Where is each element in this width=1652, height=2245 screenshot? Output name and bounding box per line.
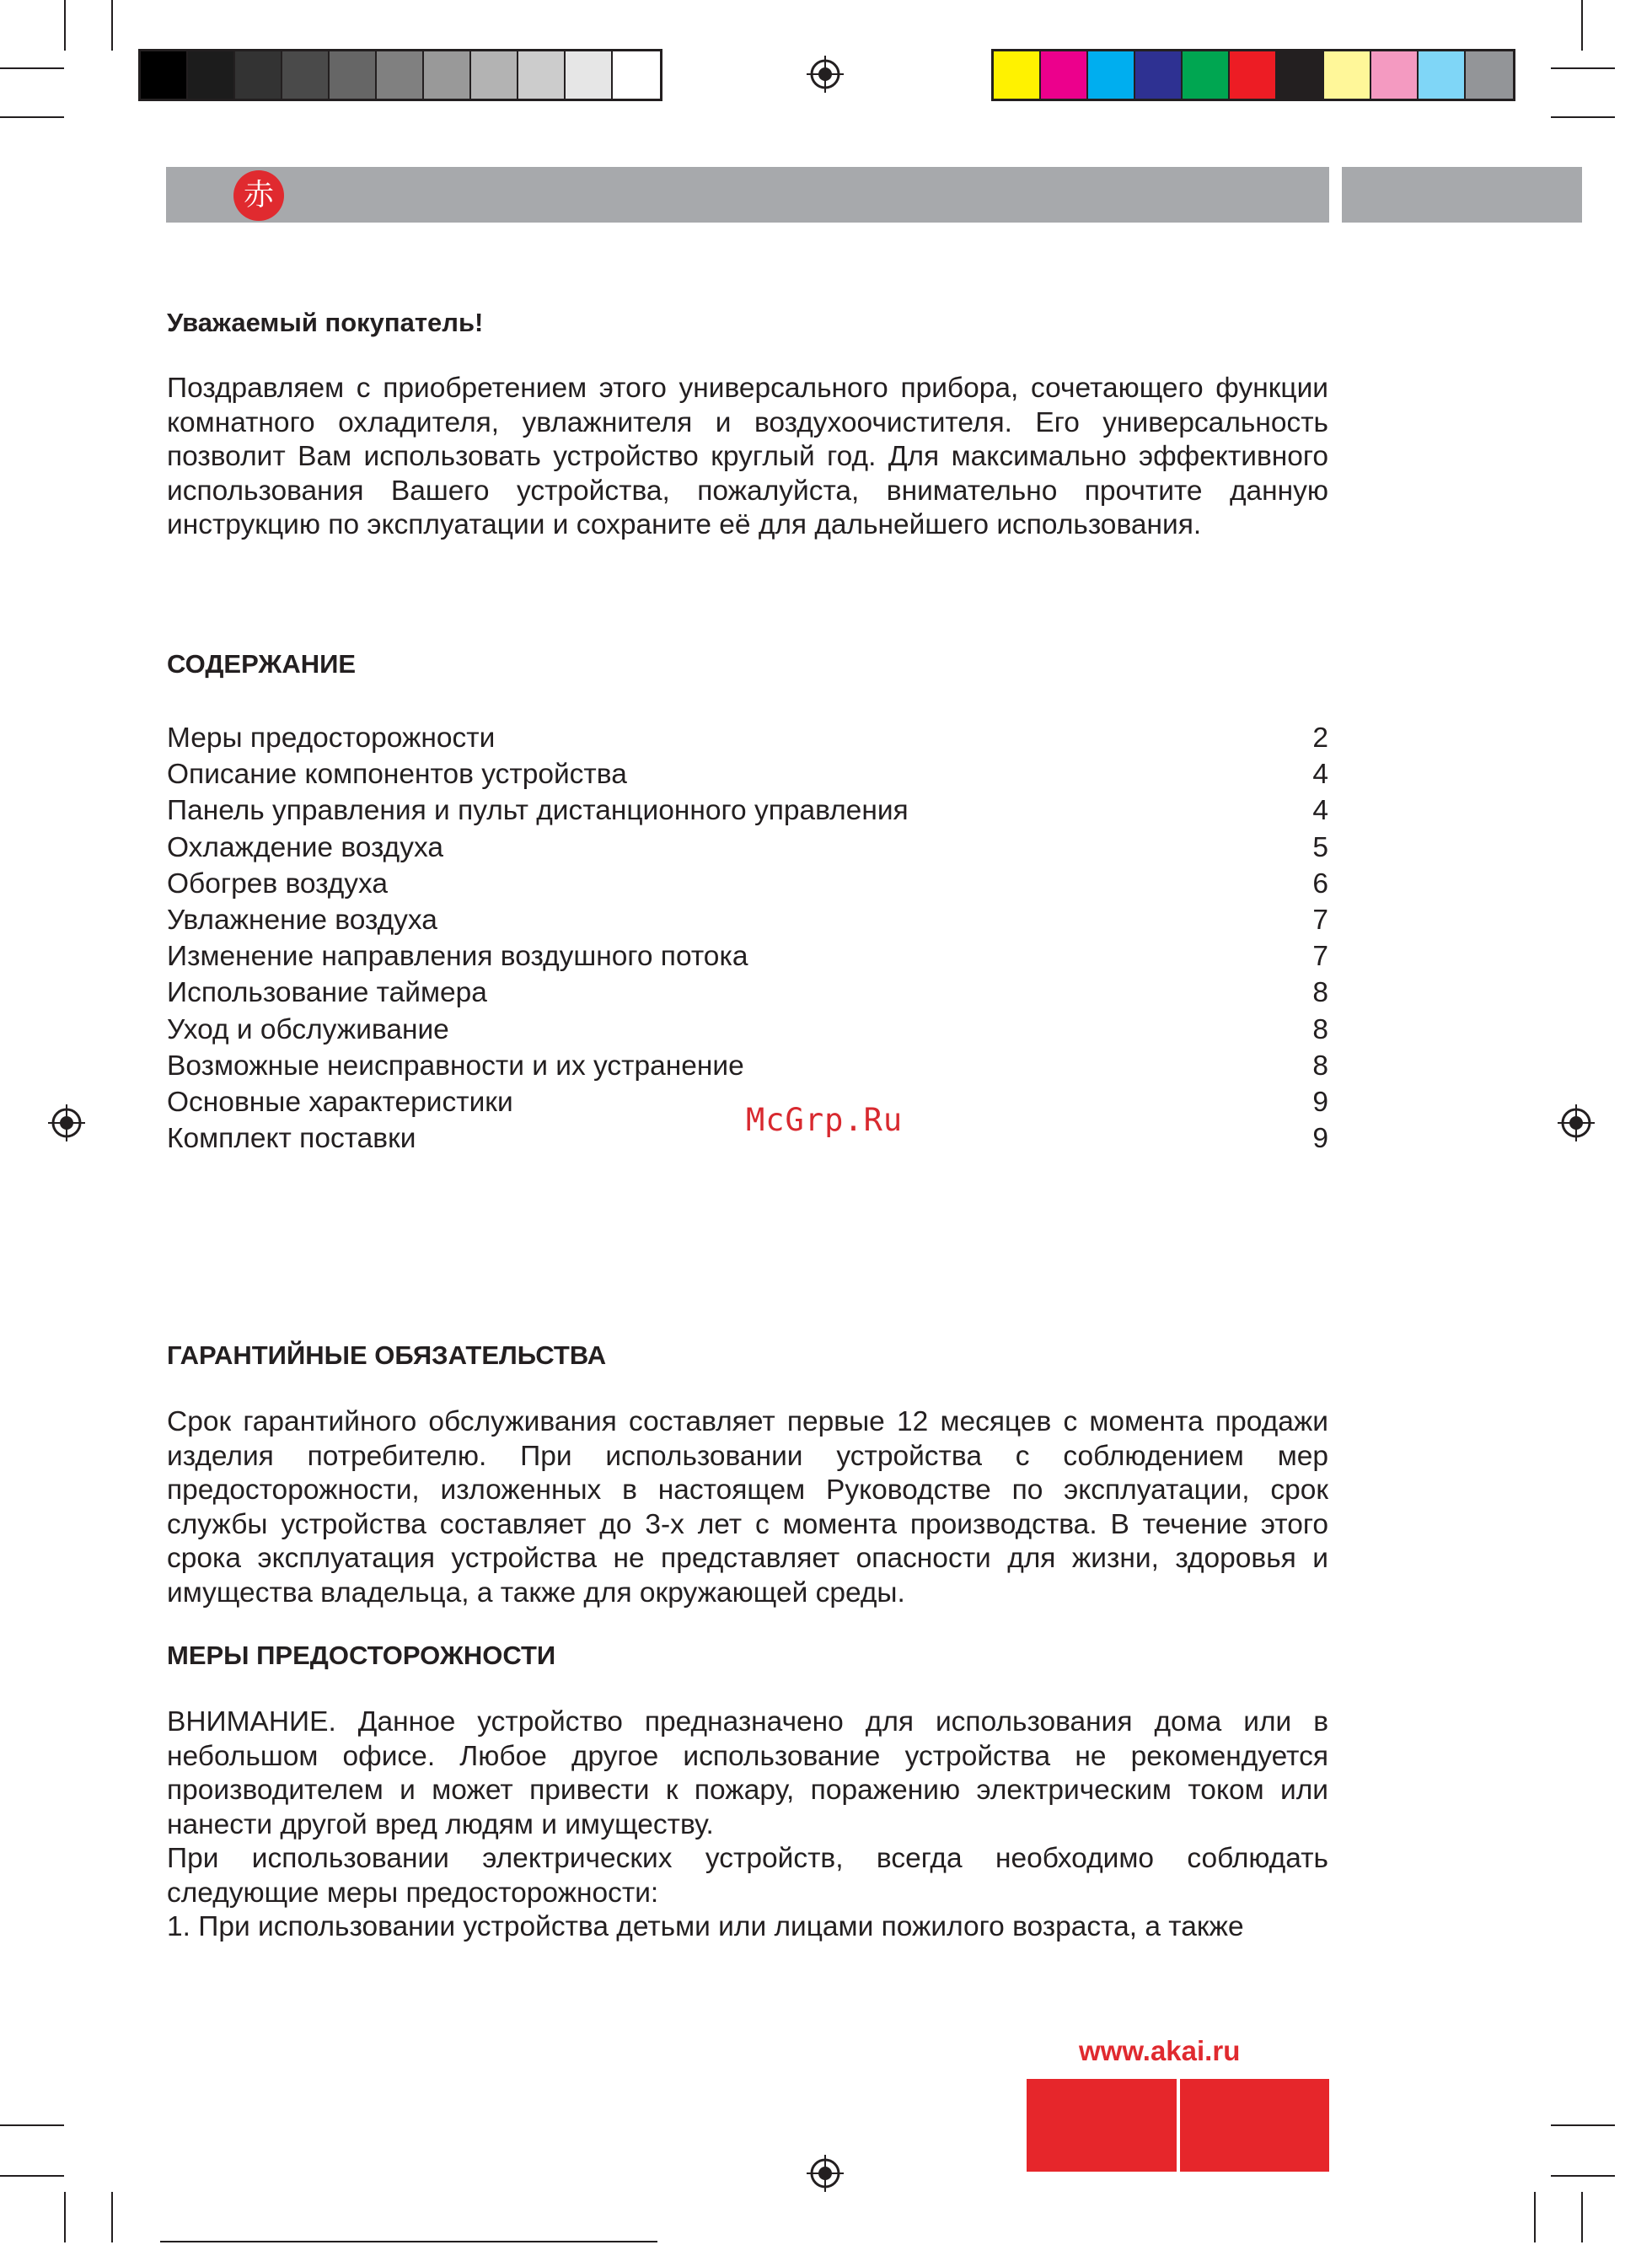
footer-block — [1180, 2079, 1329, 2172]
color-swatch — [1135, 51, 1183, 99]
safety-body-wrap — [167, 1705, 1328, 1945]
toc-item[interactable] — [167, 756, 1328, 792]
color-calibration-strip — [991, 49, 1515, 101]
toc-title: СОДЕРЖАНИЕ — [167, 649, 357, 679]
crop-mark — [1551, 67, 1615, 69]
header-bar — [166, 167, 1329, 223]
color-swatch — [566, 51, 613, 99]
crop-mark — [1551, 116, 1615, 118]
toc-item-label: Описание компонентов устройства — [167, 759, 627, 791]
color-swatch — [1466, 51, 1513, 99]
greeting-body-wrap — [167, 372, 1328, 543]
color-swatch — [188, 51, 235, 99]
crop-mark — [1581, 0, 1583, 51]
toc-item-label: Уход и обслуживание — [167, 1013, 449, 1045]
header-tab — [1342, 167, 1582, 223]
crop-mark — [0, 116, 64, 118]
toc-item-label: Меры предосторожности — [167, 722, 496, 754]
color-swatch — [235, 51, 282, 99]
safety-paragraph: При использовании электрических устройств, всегда необходимо соблюдать следующие меры предосторожности: — [167, 1843, 1328, 1909]
color-swatch — [141, 51, 188, 99]
footer-block — [1027, 2079, 1177, 2172]
crop-mark — [1551, 2175, 1615, 2177]
toc-item-page: 4 — [1312, 759, 1328, 791]
toc-item-page: 7 — [1312, 905, 1328, 937]
toc-item[interactable] — [167, 1012, 1328, 1048]
color-swatch — [377, 51, 424, 99]
toc-item-label: Панель управления и пульт дистанционного управления — [167, 795, 909, 827]
toc-item-page: 5 — [1312, 831, 1328, 863]
toc-item-page: 9 — [1312, 1123, 1328, 1155]
color-swatch — [1324, 51, 1371, 99]
registration-mark-icon — [807, 56, 844, 93]
toc-item-page: 7 — [1312, 941, 1328, 973]
safety-title: МЕРЫ ПРЕДОСТОРОЖНОСТИ — [167, 1641, 556, 1670]
color-swatch — [1371, 51, 1419, 99]
warranty-section — [167, 1339, 1328, 1372]
watermark: McGrp.Ru — [746, 1102, 904, 1138]
website-link[interactable]: www.akai.ru — [1079, 2035, 1241, 2066]
toc-item-page: 4 — [1312, 795, 1328, 827]
safety-section — [167, 1639, 1328, 1673]
warranty-body: Срок гарантийного обслуживания составляет первые 12 месяцев с момента продажи изделия потребителю. При использовании устройства с соблюдением мер предосторожности, изложенных в настоящем Руководстве по эксплуатации, срок службы устройства составляет до 3-х лет с момента производства. В течение этого срока эксплуатация устройства не представляет опасности для жизни, здоровья и имущества владельца, а также для окружающей среды. — [167, 1406, 1328, 1609]
toc-item-page: 6 — [1312, 867, 1328, 900]
crop-mark — [64, 2192, 66, 2242]
toc-item[interactable] — [167, 902, 1328, 938]
registration-mark-icon — [48, 1104, 85, 1141]
toc-item-page: 8 — [1312, 1013, 1328, 1045]
safety-paragraph: 1. При использовании устройства детьми или лицами пожилого возраста, а также — [167, 1911, 1244, 1942]
crop-mark — [0, 2124, 64, 2126]
color-swatch — [1230, 51, 1277, 99]
color-swatch — [424, 51, 471, 99]
toc-item-label: Обогрев воздуха — [167, 867, 389, 900]
crop-mark — [111, 0, 113, 51]
toc-item-label: Использование таймера — [167, 977, 487, 1009]
greeting-title: Уважаемый покупатель! — [167, 308, 484, 337]
crop-mark — [111, 2192, 113, 2242]
crop-mark — [64, 0, 66, 51]
color-swatch — [1088, 51, 1135, 99]
toc-item[interactable] — [167, 792, 1328, 829]
registration-mark-icon — [807, 2155, 844, 2192]
safety-paragraph: ВНИМАНИЕ. Данное устройство предназначено для использования дома или в небольшом офисе. Любое другое использование устройства не рекомендуется производителем и может привести к пожару, поражению электрическим током или нанести другой вред людям и имуществу. — [167, 1706, 1328, 1840]
toc-item-label: Увлажнение воздуха — [167, 905, 437, 937]
toc-item-label: Комплект поставки — [167, 1123, 416, 1155]
toc-item-label: Возможные неисправности и их устранение — [167, 1050, 744, 1082]
registration-mark-icon — [1558, 1104, 1595, 1141]
color-swatch — [1419, 51, 1466, 99]
crop-mark — [160, 2241, 657, 2242]
color-swatch — [1041, 51, 1088, 99]
toc-item-label: Охлаждение воздуха — [167, 831, 443, 863]
toc-item[interactable] — [167, 866, 1328, 902]
crop-mark — [1534, 2192, 1536, 2242]
toc-item-page: 8 — [1312, 1050, 1328, 1082]
toc-section — [167, 647, 1328, 681]
toc-item-page: 8 — [1312, 977, 1328, 1009]
color-swatch — [471, 51, 518, 99]
toc-item[interactable] — [167, 938, 1328, 975]
toc-item[interactable] — [167, 975, 1328, 1011]
brand-logo-icon: 赤 — [233, 170, 284, 221]
color-swatch — [613, 51, 660, 99]
toc-item[interactable] — [167, 1048, 1328, 1084]
grayscale-calibration-strip — [138, 49, 662, 101]
color-swatch — [1277, 51, 1324, 99]
color-swatch — [1183, 51, 1230, 99]
toc-list-wrap — [167, 720, 1328, 1157]
color-swatch — [518, 51, 566, 99]
crop-mark — [1581, 2192, 1583, 2242]
greeting-section — [167, 306, 1328, 340]
warranty-title: ГАРАНТИЙНЫЕ ОБЯЗАТЕЛЬСТВА — [167, 1340, 607, 1370]
toc-item-label: Изменение направления воздушного потока — [167, 941, 748, 973]
color-swatch — [330, 51, 377, 99]
warranty-body-wrap — [167, 1405, 1328, 1610]
color-swatch — [282, 51, 330, 99]
color-swatch — [994, 51, 1041, 99]
crop-mark — [0, 2175, 64, 2177]
toc-item-page: 2 — [1312, 722, 1328, 754]
toc-list — [167, 720, 1328, 1157]
crop-mark — [0, 67, 64, 69]
toc-item-label: Основные характеристики — [167, 1087, 513, 1119]
crop-mark — [1551, 2124, 1615, 2126]
toc-item[interactable] — [167, 720, 1328, 756]
toc-item[interactable] — [167, 830, 1328, 866]
toc-item-page: 9 — [1312, 1087, 1328, 1119]
greeting-body: Поздравляем с приобретением этого универсального прибора, сочетающего функции комнатного охладителя, увлажнителя и воздухоочистителя. Его универсальность позволит Вам использовать устройство круглый год. Для максимально эффективного использования Вашего устройства, пожалуйста, внимательно прочтите данную инструкцию по эксплуатации и сохраните её для дальнейшего использования. — [167, 373, 1328, 540]
